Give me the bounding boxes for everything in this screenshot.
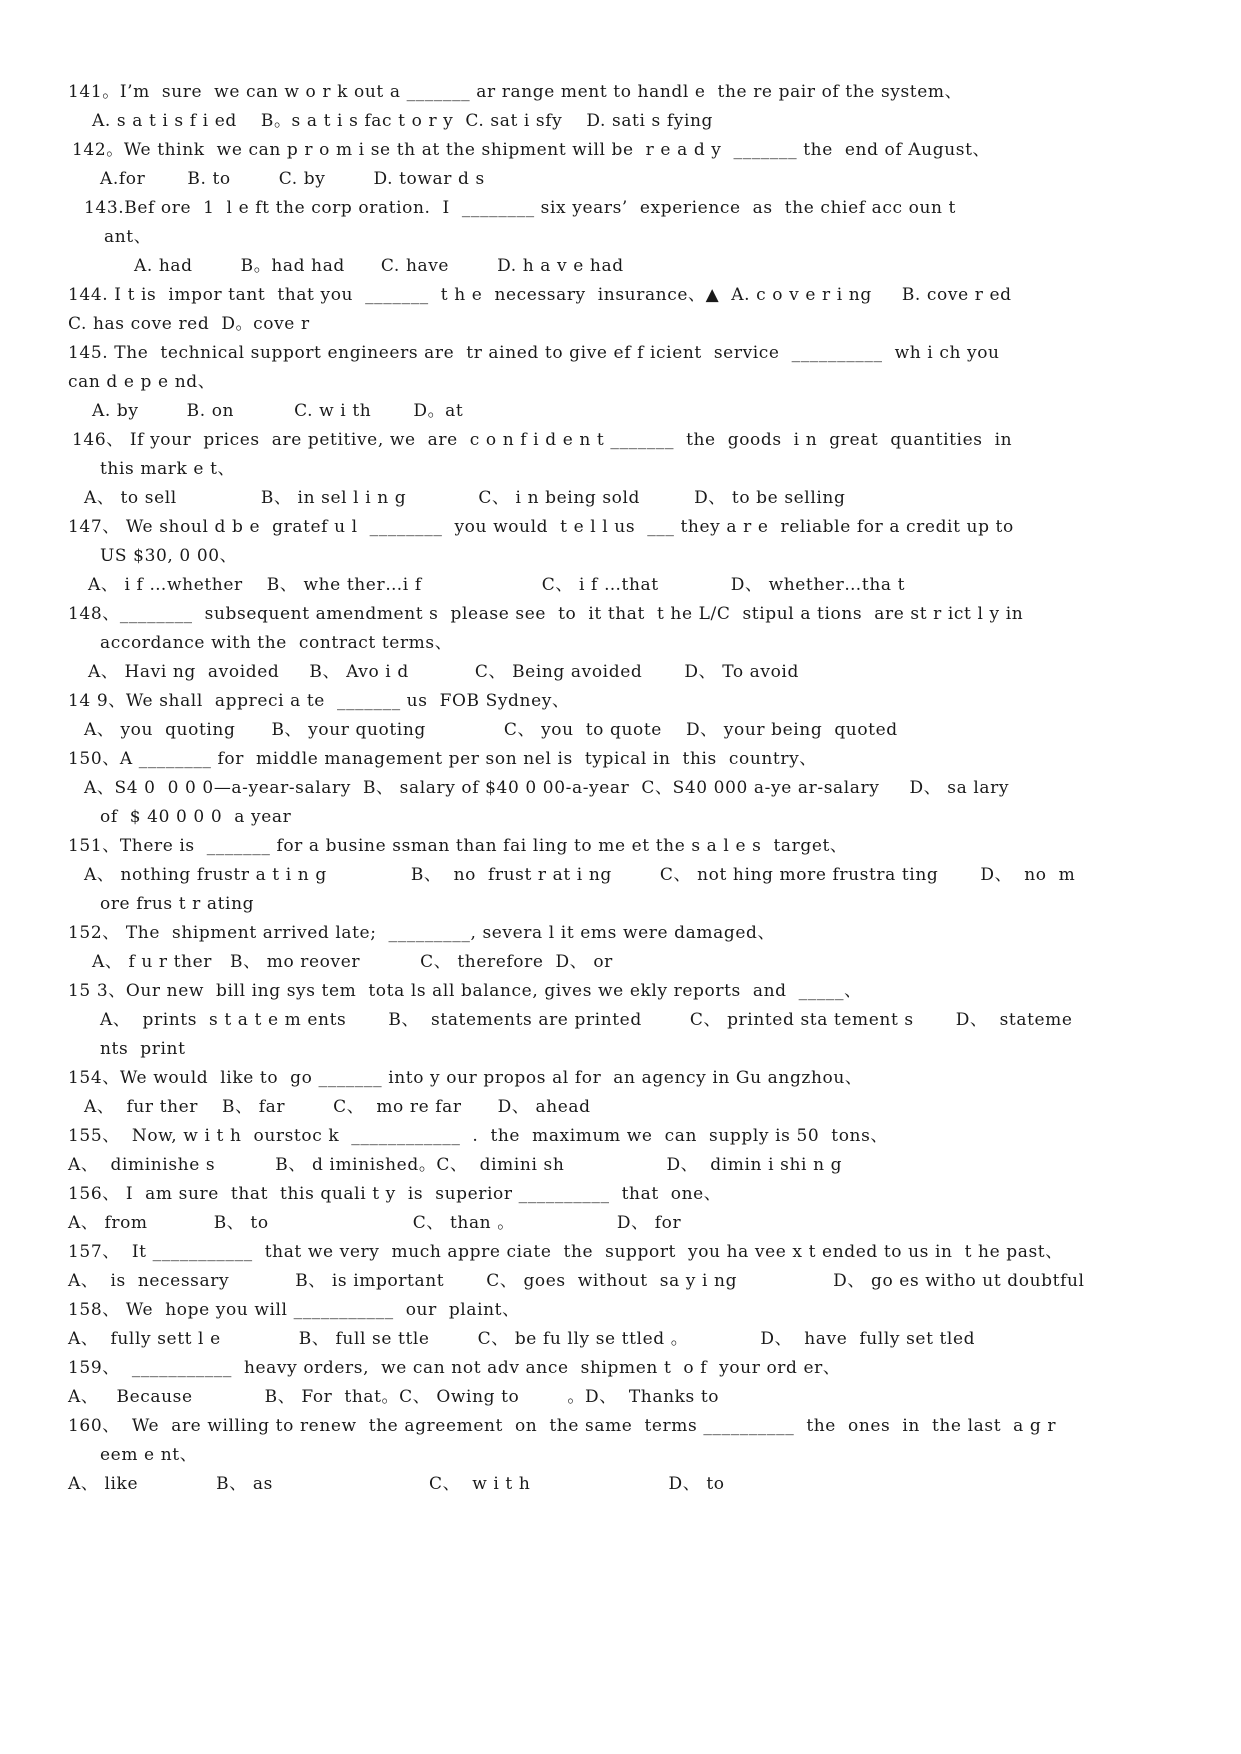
q142-stem: 142。We think we can p r o m i se th at the shipment will be r e a d y _______ the end of August、 [72, 140, 991, 160]
q144-stem: 144. I t is impor tant that you _______ t h e necessary insurance、▲ A. c o v e r i ng B. cove r ed [68, 285, 1012, 305]
q154-options: A、 fur ther B、 far C、 mo re far D、 ahead [84, 1097, 591, 1117]
q147-options: A、 i f …whether B、 whe ther…i f C、 i f …that D、 whether…tha t [88, 575, 906, 595]
q160-options: A、 like B、 as C、 w i t h D、 to [68, 1474, 725, 1494]
q143-options: A. had B。had had C. have D. h a v e had [134, 256, 624, 276]
q153-stem: 15 3、Our new bill ing sys tem tota ls all balance, gives we ekly reports and _____、 [68, 981, 862, 1001]
q148-stem-cont: accordance with the contract terms、 [100, 633, 453, 653]
q145-options: A. by B. on C. w i th D。at [92, 401, 464, 421]
q146-stem: 146、 If your prices are petitive, we are c o n f i d e n t _______ the goods i n great quantities in [72, 430, 1013, 450]
q151-stem: 151、There is _______ for a busine ssman than fai ling to me et the s a l e s target、 [68, 836, 848, 856]
q150-options: A、S4 0 0 0 0—a-year-salary B、 salary of $40 0 00-a-year C、S40 000 a-ye ar-salary D、 sa lary [84, 778, 1010, 798]
q160-stem: 160、 We are willing to renew the agreement on the same terms __________ the ones in the last a g r [68, 1416, 1057, 1436]
q152-stem: 152、 The shipment arrived late; _________, severa l it ems were damaged、 [68, 923, 776, 943]
q143-stem-cont: ant、 [104, 227, 152, 247]
q146-options: A、 to sell B、 in sel l i n g C、 i n being sold D、 to be selling [84, 488, 846, 508]
q143-stem: 143.Bef ore 1 l e ft the corp oration. I ________ six years’ experience as the chief acc oun t [84, 198, 956, 218]
q150-options-cont: of $ 40 0 0 0 a year [100, 807, 292, 827]
q153-options: A、 prints s t a t e m ents B、 statements are printed C、 printed sta tement s D、 stateme [100, 1010, 1073, 1030]
q156-options: A、 from B、 to C、 than 。 D、 for [68, 1213, 682, 1233]
q156-stem: 156、 I am sure that this quali t y is superior __________ that one、 [68, 1184, 722, 1204]
q157-options: A、 is necessary B、 is important C、 goes without sa y i ng D、 go es witho ut doubtful [68, 1271, 1085, 1291]
q152-options: A、 f u r ther B、 mo reover C、 therefore D、 or [92, 952, 613, 972]
q144-options-cont: C. has cove red D。cove r [68, 314, 310, 334]
q146-stem-cont: this mark e t、 [100, 459, 236, 479]
q151-options-cont: ore frus t r ating [100, 894, 255, 914]
q141-stem: 141。I’m sure we can w o r k out a _______ ar range ment to handl e the re pair of the system、 [68, 82, 963, 102]
q160-stem-cont: eem e nt、 [100, 1445, 198, 1465]
q158-options: A、 fully sett l e B、 full se ttle C、 be fu lly se ttled 。 D、 have fully set tled [68, 1329, 976, 1349]
q148-stem: 148、________ subsequent amendment s please see to it that t he L/C stipul a tions are st r ict l y in [68, 604, 1024, 624]
q159-options: A、 Because B、 For that。C、 Owing to 。D、 Thanks to [68, 1387, 720, 1407]
q148-options: A、 Havi ng avoided B、 Avo i d C、 Being avoided D、 To avoid [88, 662, 799, 682]
q158-stem: 158、 We hope you will ___________ our plaint、 [68, 1300, 520, 1320]
q145-stem-cont: can d e p e nd、 [68, 372, 216, 392]
q155-options: A、 diminishe s B、 d iminished。C、 dimini sh D、 dimin i shi n g [68, 1155, 843, 1175]
q149-stem: 14 9、We shall appreci a te _______ us FOB Sydney、 [68, 691, 570, 711]
q153-options-cont: nts print [100, 1039, 186, 1059]
q157-stem: 157、 It ___________ that we very much appre ciate the support you ha vee x t ended to us in t he past、 [68, 1242, 1063, 1262]
q155-stem: 155、 Now, w i t h ourstoc k ____________ . the maximum we can supply is 50 tons、 [68, 1126, 889, 1146]
q142-options: A.for B. to C. by D. towar d s [100, 169, 485, 189]
q151-options: A、 nothing frustr a t i n g B、 no frust r at i ng C、 not hing more frustra ting D、 no m [84, 865, 1076, 885]
q147-stem: 147、 We shoul d b e gratef u l ________ you would t e l l us ___ they a r e reliable for a credit up to [68, 517, 1014, 537]
q145-stem: 145. The technical support engineers are tr ained to give ef f icient service __________ wh i ch you [68, 343, 1000, 363]
q159-stem: 159、 ___________ heavy orders, we can not adv ance shipmen t o f your ord er、 [68, 1358, 841, 1378]
q154-stem: 154、We would like to go _______ into y our propos al for an agency in Gu angzhou、 [68, 1068, 863, 1088]
q150-stem: 150、A ________ for middle management per son nel is typical in this country、 [68, 749, 817, 769]
q147-stem-cont: US $30, 0 00、 [100, 546, 238, 566]
q141-options: A. s a t i s f i ed B。s a t i s fac t o r y C. sat i sfy D. sati s fying [92, 111, 714, 131]
q149-options: A、 you quoting B、 your quoting C、 you to quote D、 your being quoted [84, 720, 898, 740]
